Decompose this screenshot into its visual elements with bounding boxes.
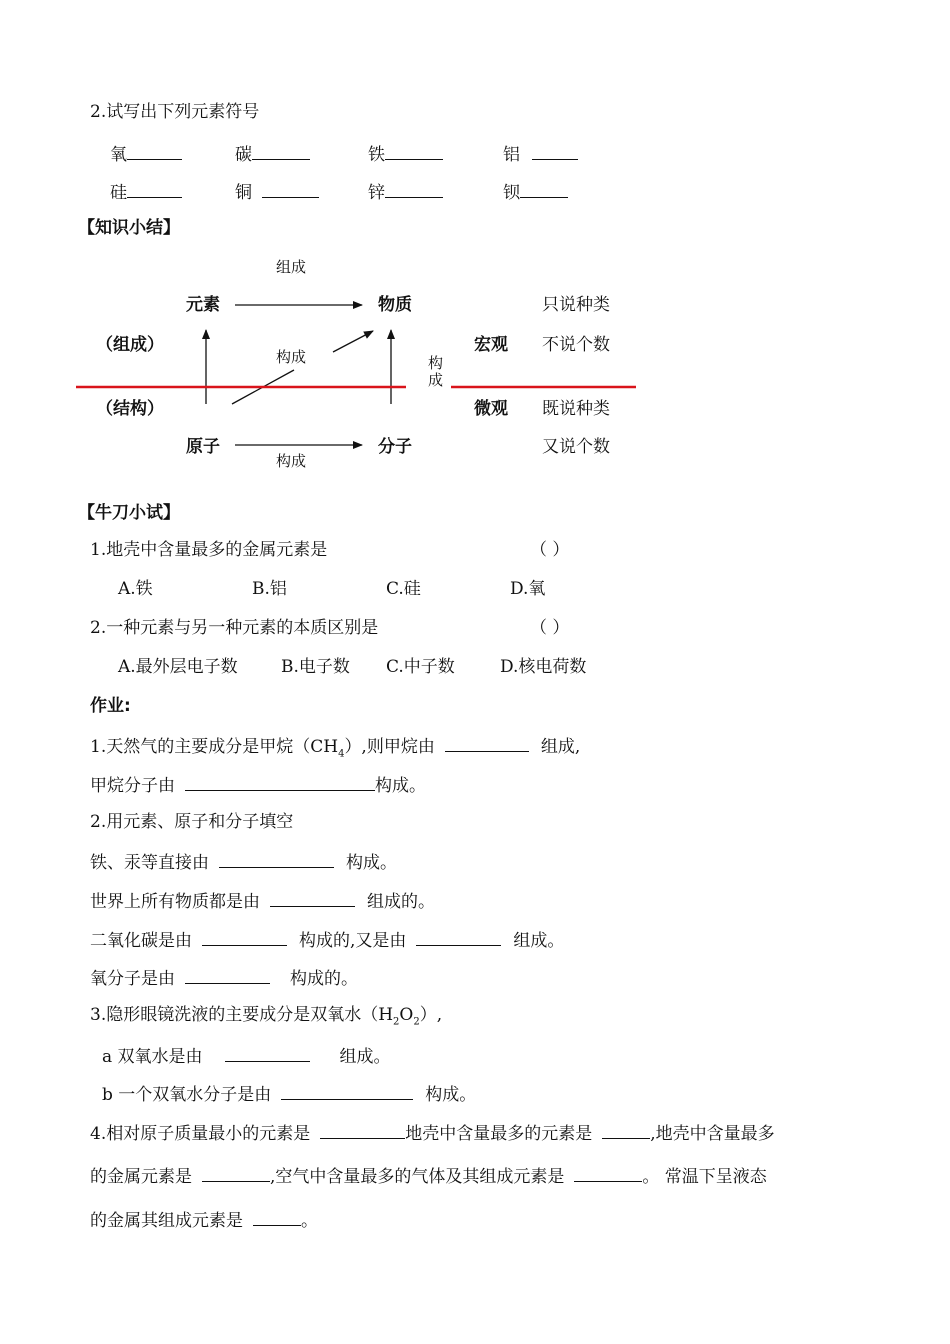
hw3-line-b: b 一个双氧水分子是由 构成。 (102, 1085, 477, 1105)
test-q1-text: 1.地壳中含量最多的金属元素是 (90, 540, 328, 560)
hw2-line-3: 二氧化碳是由 构成的,又是由 组成。 (90, 931, 565, 951)
node-element: 元素 (186, 295, 220, 315)
test-q1-option-d: D.氧 (510, 579, 546, 599)
element-row-1-item-3: 铁 (368, 144, 443, 164)
arrow-atom-to-substance-upper (333, 331, 373, 352)
test-q1-option-b: B.铝 (252, 579, 287, 599)
hw1-line-1: 1.天然气的主要成分是甲烷$(CH_4)$,则甲烷由 组成, (90, 737, 581, 760)
label-top-arrow: 组成 (276, 258, 307, 276)
test-q1-answer-paren: （ ） (530, 540, 570, 560)
test-q1-option-a: A.铁 (118, 579, 153, 599)
element-row-2-item-3: 锌 (368, 182, 443, 202)
node-substance: 物质 (378, 295, 412, 315)
q2-title: 2.试写出下列元素符号 (90, 102, 260, 122)
summary-heading: 【知识小结】 (78, 218, 180, 238)
label-diagonal: 构成 (276, 348, 307, 366)
note-only-kind: 只说种类 (542, 295, 610, 315)
label-structure: （结构） (96, 399, 164, 419)
label-composition: （组成） (96, 335, 164, 355)
hw3-title: 3.隐形眼镜洗液的主要成分是双氧水$(H_2O_2)$, (90, 1005, 443, 1028)
element-row-1-item-4: 铝 (503, 144, 578, 164)
test-q2-option-b: B.电子数 (281, 657, 350, 677)
element-row-2-item-2: 铜 (235, 182, 319, 202)
homework-heading: 作业: (90, 696, 131, 716)
hw1-line-2: 甲烷分子由 构成。 (90, 776, 426, 796)
test-q1-option-c: C.硅 (386, 579, 421, 599)
element-row-2-item-4: 钡 (503, 182, 568, 202)
label-side-2: 成 (428, 371, 444, 389)
label-macro: 宏观 (474, 335, 508, 355)
element-row-1-item-2: 碳 (235, 144, 310, 164)
node-atom: 原子 (186, 437, 220, 457)
test-q2-answer-paren: （ ） (530, 618, 570, 638)
test-q2-text: 2.一种元素与另一种元素的本质区别是 (90, 618, 379, 638)
test-q2-option-d: D.核电荷数 (500, 657, 587, 677)
concept-diagram (0, 0, 950, 500)
hw2-line-2: 世界上所有物质都是由 组成的。 (90, 892, 435, 912)
hw3-line-a: a 双氧水是由 组成。 (102, 1047, 391, 1067)
label-side-1: 构 (428, 354, 444, 372)
hw2-title: 2.用元素、原子和分子填空 (90, 812, 294, 832)
hw4-line-1: 4.相对原子质量最小的元素是 地壳中含量最多的元素是 ,地壳中含量最多 (90, 1124, 775, 1144)
hw4-line-3: 的金属其组成元素是 。 (90, 1211, 318, 1231)
node-molecule: 分子 (378, 437, 412, 457)
label-micro: 微观 (474, 399, 508, 419)
hw2-line-4: 氧分子是由 构成的。 (90, 969, 358, 989)
note-no-count: 不说个数 (542, 335, 610, 355)
note-both-kind: 既说种类 (542, 399, 610, 419)
hw2-line-1: 铁、汞等直接由 构成。 (90, 853, 397, 873)
element-row-2-item-1: 硅 (110, 182, 182, 202)
note-also-count: 又说个数 (542, 437, 610, 457)
label-bottom-arrow: 构成 (276, 452, 307, 470)
test-q2-option-c: C.中子数 (386, 657, 455, 677)
test-q2-option-a: A.最外层电子数 (118, 657, 238, 677)
test-heading: 【牛刀小试】 (78, 503, 180, 523)
element-row-1-item-1: 氧 (110, 144, 182, 164)
hw4-line-2: 的金属元素是 ,空气中含量最多的气体及其组成元素是 。 常温下呈液态 (90, 1167, 767, 1187)
